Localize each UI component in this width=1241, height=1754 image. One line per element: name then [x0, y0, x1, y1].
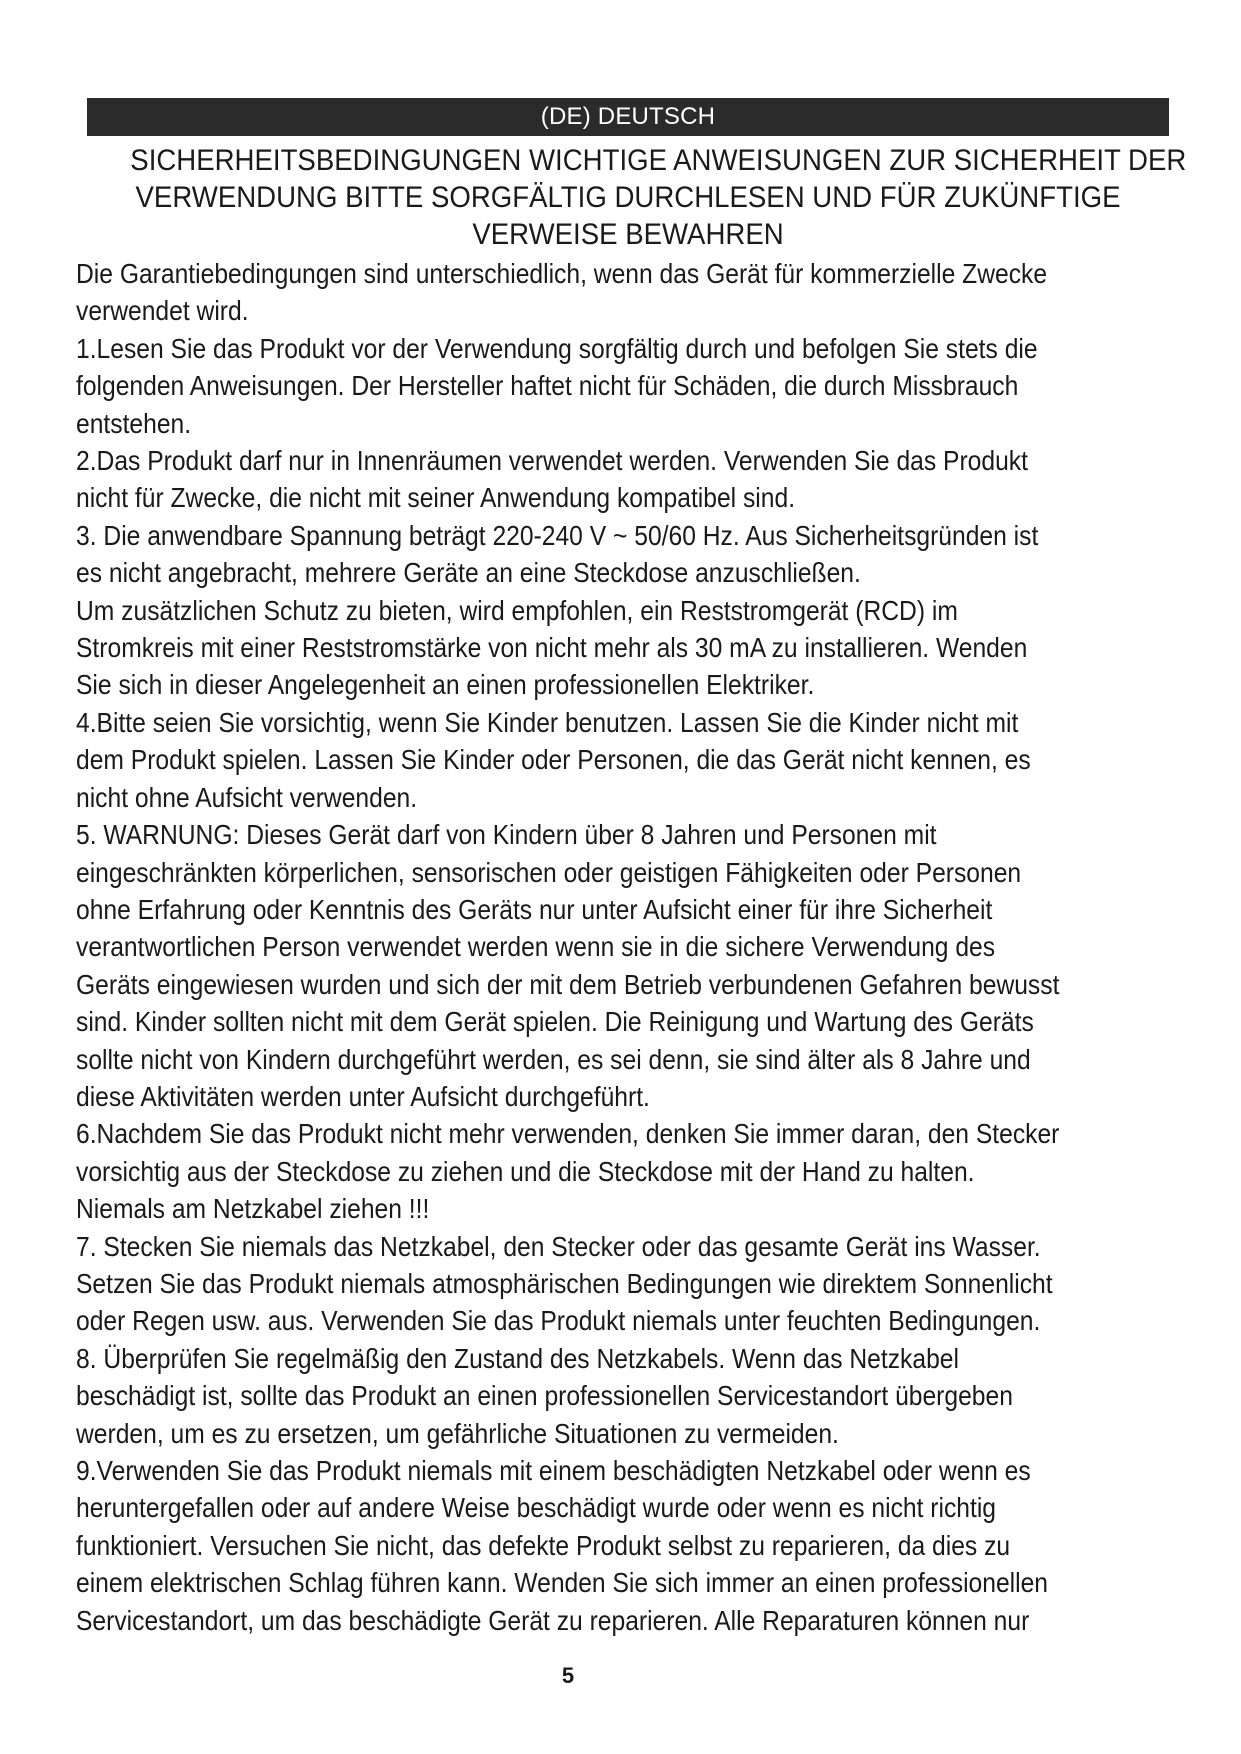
text-line: heruntergefallen oder auf andere Weise beschädigt wurde oder wenn es nicht richtig — [76, 1492, 997, 1524]
page-number: 5 — [561, 1663, 575, 1688]
text-line: sind. Kinder sollten nicht mit dem Gerät spielen. Die Reinigung und Wartung des Geräts — [76, 1006, 1034, 1038]
title-line: VERWENDUNG BITTE SORGFÄLTIG DURCHLESEN UND FÜR ZUKÜNFTIGE — [135, 181, 1121, 214]
title-line: VERWEISE BEWAHREN — [472, 218, 784, 251]
text-line: folgenden Anweisungen. Der Hersteller haftet nicht für Schäden, die durch Missbrauch — [76, 370, 1019, 402]
text-line: 8. Überprüfen Sie regelmäßig den Zustand des Netzkabels. Wenn das Netzkabel — [76, 1342, 959, 1374]
text-line: 3. Die anwendbare Spannung beträgt 220-240 V ~ 50/60 Hz. Aus Sicherheitsgründen ist — [76, 519, 1039, 551]
text-line: Geräts eingewiesen wurden und sich der mit dem Betrieb verbundenen Gefahren bewusst — [76, 968, 1060, 1000]
text-line: Niemals am Netzkabel ziehen !!! — [76, 1193, 430, 1225]
text-line: Die Garantiebedingungen sind unterschiedlich, wenn das Gerät für kommerzielle Zwecke — [76, 258, 1048, 289]
text-line: werden, um es zu ersetzen, um gefährliche Situationen zu vermeiden. — [76, 1417, 839, 1449]
text-line: diese Aktivitäten werden unter Aufsicht durchgeführt. — [76, 1080, 650, 1112]
text-line: 1.Lesen Sie das Produkt vor der Verwendung sorgfältig durch und befolgen Sie stets die — [76, 332, 1038, 364]
text-line: einem elektrischen Schlag führen kann. Wenden Sie sich immer an einen professionellen — [76, 1567, 1049, 1599]
text-line: 9.Verwenden Sie das Produkt niemals mit einem beschädigten Netzkabel oder wenn es — [76, 1455, 1031, 1486]
text-line: vorsichtig aus der Steckdose zu ziehen und die Steckdose mit der Hand zu halten. — [76, 1155, 975, 1187]
text-line: verantwortlichen Person verwendet werden wenn sie in die sichere Verwendung des — [76, 931, 996, 963]
text-line: dem Produkt spielen. Lassen Sie Kinder oder Personen, die das Gerät nicht kennen, es — [76, 744, 1031, 776]
text-line: 5. WARNUNG: Dieses Gerät darf von Kindern über 8 Jahren und Personen mit — [76, 819, 937, 851]
text-line: Servicestandort, um das beschädigte Gerät zu reparieren. Alle Reparaturen können nur — [76, 1604, 1030, 1636]
text-line: nicht für Zwecke, die nicht mit seiner Anwendung kompatibel sind. — [76, 482, 796, 514]
instructions-body — [76, 255, 1186, 1639]
text-line: entstehen. — [76, 407, 192, 439]
title-line: SICHERHEITSBEDINGUNGEN WICHTIGE ANWEISUNGEN ZUR SICHERHEIT DER — [130, 144, 1187, 177]
text-line: Setzen Sie das Produkt niemals atmosphärischen Bedingungen wie direktem Sonnenlicht — [76, 1267, 1053, 1299]
text-line: Um zusätzlichen Schutz zu bieten, wird empfohlen, ein Reststromgerät (RCD) im — [76, 594, 958, 626]
text-line: funktioniert. Versuchen Sie nicht, das defekte Produkt selbst zu reparieren, da dies zu — [76, 1529, 1011, 1561]
text-line: 6.Nachdem Sie das Produkt nicht mehr verwenden, denken Sie immer daran, den Stecker — [76, 1118, 1060, 1150]
language-header-bar: (DE) DEUTSCH — [87, 98, 1169, 136]
text-line: sollte nicht von Kindern durchgeführt werden, es sei denn, sie sind älter als 8 Jahre und — [76, 1043, 1031, 1075]
text-line: beschädigt ist, sollte das Produkt an einen professionellen Servicestandort übergeben — [76, 1380, 1013, 1412]
text-line: Stromkreis mit einer Reststromstärke von nicht mehr als 30 mA zu installieren. Wenden — [76, 632, 1028, 664]
text-line: oder Regen usw. aus. Verwenden Sie das Produkt niemals unter feuchten Bedingungen. — [76, 1305, 1041, 1337]
text-line: es nicht angebracht, mehrere Geräte an eine Steckdose anzuschließen. — [76, 557, 861, 589]
text-line: 4.Bitte seien Sie vorsichtig, wenn Sie Kinder benutzen. Lassen Sie die Kinder nicht mit — [76, 706, 1019, 738]
text-line: eingeschränkten körperlichen, sensorischen oder geistigen Fähigkeiten oder Personen — [76, 856, 1022, 888]
text-line: Sie sich in dieser Angelegenheit an einen professionellen Elektriker. — [76, 669, 815, 701]
safety-title — [130, 142, 1187, 253]
text-line: verwendet wird. — [76, 295, 249, 327]
text-line: 2.Das Produkt darf nur in Innenräumen verwendet werden. Verwenden Sie das Produkt — [76, 445, 1028, 477]
text-line: ohne Erfahrung oder Kenntnis des Geräts nur unter Aufsicht einer für ihre Sicherheit — [76, 893, 993, 925]
text-line: 7. Stecken Sie niemals das Netzkabel, den Stecker oder das gesamte Gerät ins Wasser. — [76, 1230, 1041, 1262]
text-line: nicht ohne Aufsicht verwenden. — [76, 781, 418, 813]
